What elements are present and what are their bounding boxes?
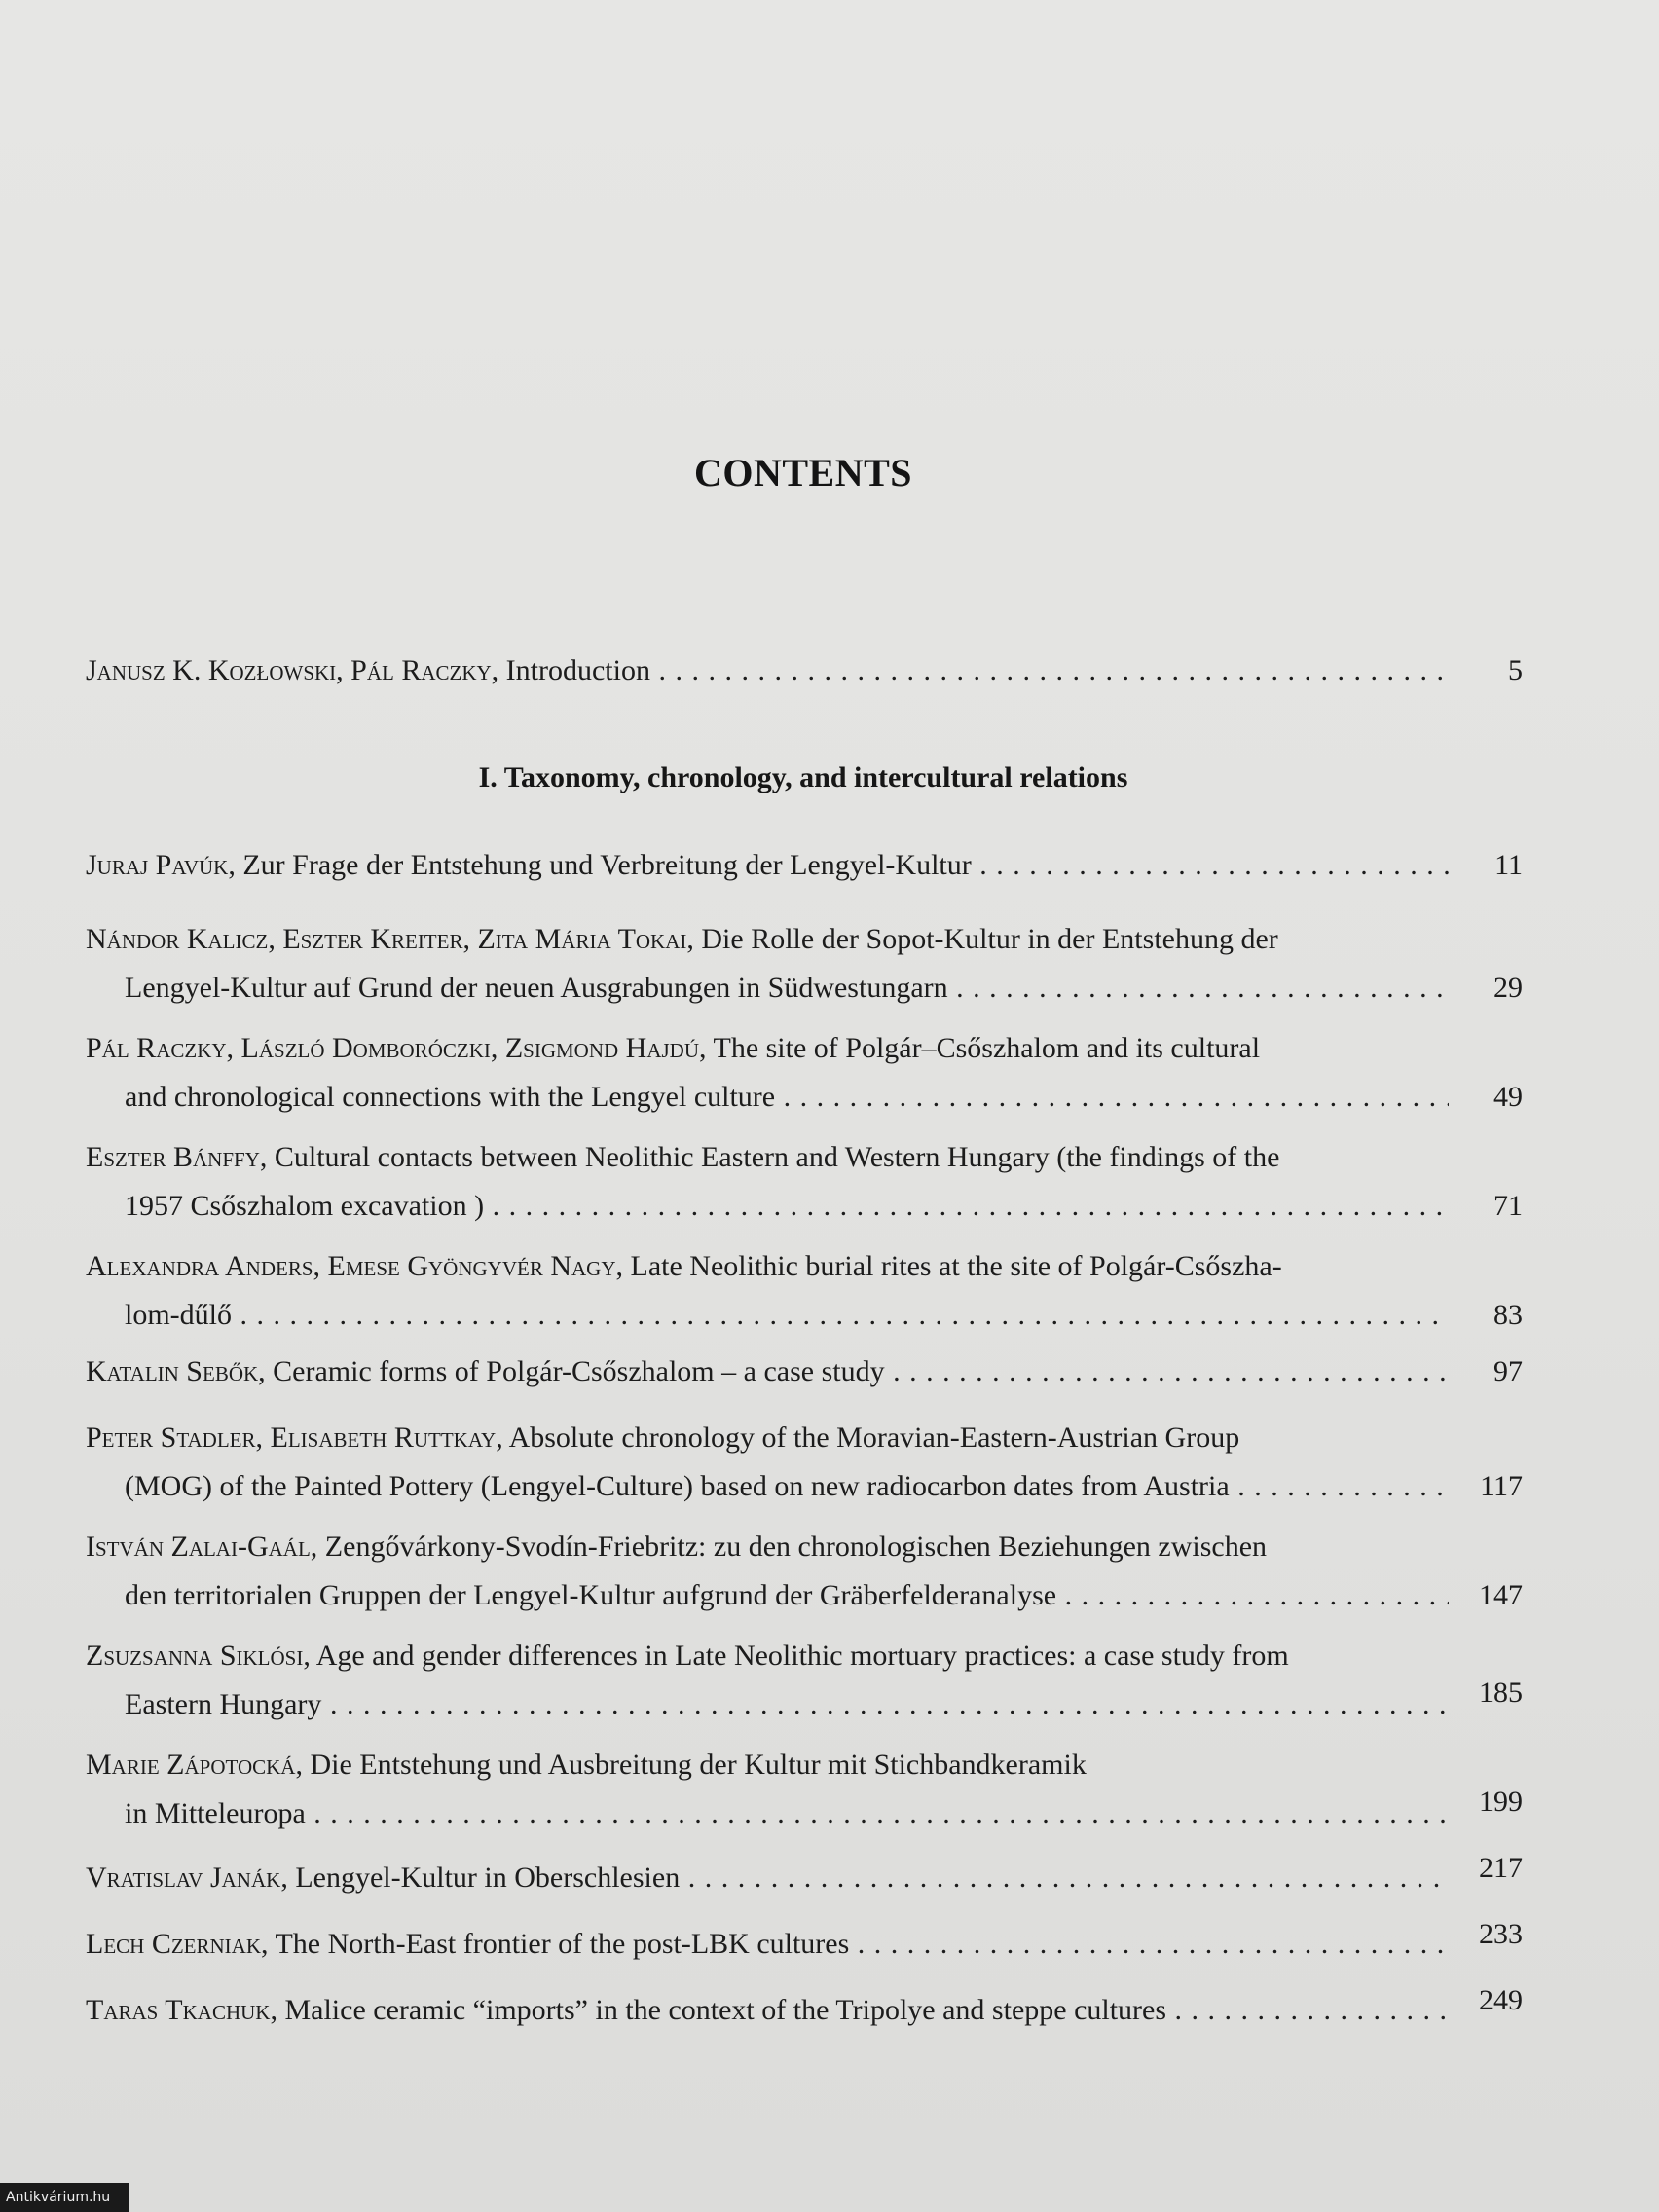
entry-authors: Nándor Kalicz, Eszter Kreiter, Zita Mária Tokai (86, 923, 687, 955)
toc-entry (86, 1854, 1449, 1902)
entry-page-number: 97 (1493, 1355, 1523, 1387)
entry-authors: Zsuzsanna Siklósi (86, 1640, 304, 1672)
toc-entry (86, 1523, 1449, 1620)
entry-title-continued: Eastern Hungary . . . (86, 1680, 1449, 1729)
entry-page-number: 11 (1494, 849, 1523, 881)
toc-entry (86, 841, 1449, 890)
entry-page-number: 49 (1493, 1081, 1523, 1113)
section-heading: I. Taxonomy, chronology, and intercultural relations (478, 761, 1128, 793)
entry-page-number: 199 (1479, 1786, 1523, 1818)
entry-authors: Taras Tkachuk (86, 1994, 271, 2026)
entry-authors: István Zalai-Gaál (86, 1530, 311, 1563)
entry-authors: Peter Stadler, Elisabeth Ruttkay (86, 1421, 497, 1454)
entry-page-number: 233 (1479, 1918, 1523, 1950)
entry-authors: Lech Czerniak (86, 1928, 261, 1960)
entry-title-continued: in Mitteleuropa . . . (86, 1789, 1449, 1838)
entry-authors: Alexandra Anders, Emese Gyöngyvér Nagy (86, 1250, 616, 1282)
toc-entry-introduction (86, 646, 1449, 695)
toc-entry (86, 1986, 1449, 2035)
entry-authors: Janusz K. Kozłowski, Pál Raczky (86, 654, 492, 686)
entry-title-continued: lom-dűlő . . . (86, 1291, 1449, 1340)
entry-authors: Vratislav Janák (86, 1862, 281, 1894)
entry-page-number: 147 (1479, 1579, 1523, 1611)
entry-title: , Zengővárkony-Svodín-Friebritz: zu den chronologischen Beziehungen zwischen (310, 1530, 1268, 1563)
entry-title: , Malice ceramic “imports” in the context of the Tripolye and steppe cultures (270, 1994, 1167, 2026)
entry-authors: Katalin Sebők (86, 1355, 259, 1387)
entry-title: , Cultural contacts between Neolithic Eastern and Western Hungary (the findings of the (259, 1141, 1280, 1173)
entry-page-number: 217 (1479, 1852, 1523, 1884)
entry-page-number: 185 (1479, 1677, 1523, 1709)
entry-title: , Zur Frage der Entstehung und Verbreitung der Lengyel-Kultur (228, 849, 972, 881)
entry-authors: Eszter Bánffy (86, 1141, 260, 1173)
entry-authors: Marie Zápotocká (86, 1749, 296, 1781)
entry-title: , Introduction (491, 654, 650, 686)
toc-entry (86, 1632, 1449, 1729)
entry-title: , The North-East frontier of the post-LBK cultures (261, 1928, 850, 1960)
entry-title: , Age and gender differences in Late Neolithic mortuary practices: a case study from (303, 1640, 1289, 1672)
entry-title-continued: and chronological connections with the Lengyel culture . . . (86, 1073, 1449, 1122)
entry-title: , Die Entstehung und Ausbreitung der Kultur mit Stichbandkeramik (295, 1749, 1087, 1781)
entry-page-number: 117 (1480, 1470, 1523, 1502)
entry-title: , Die Rolle der Sopot-Kultur in der Entstehung der (686, 923, 1278, 955)
entry-authors: Pál Raczky, László Domboróczki, Zsigmond Hajdú (86, 1032, 700, 1064)
entry-page-number: 71 (1493, 1190, 1523, 1222)
entry-title: , Ceramic forms of Polgár-Csőszhalom – a case study (258, 1355, 885, 1387)
toc-entry (86, 915, 1449, 1013)
entry-title-continued: (MOG) of the Painted Pottery (Lengyel-Culture) based on new radiocarbon dates from Austria . . . (86, 1462, 1449, 1511)
entry-title: , The site of Polgár–Csőszhalom and its cultural (699, 1032, 1261, 1064)
toc-entry (86, 1920, 1449, 1969)
watermark-label: Antikvárium.hu (0, 2183, 129, 2212)
toc-entry (86, 1242, 1449, 1340)
entry-title-continued: Lengyel-Kultur auf Grund der neuen Ausgrabungen in Südwestungarn . . . (86, 964, 1449, 1013)
entry-page-number: 249 (1479, 1984, 1523, 2016)
entry-title: , Late Neolithic burial rites at the site of Polgár-Csőszha- (615, 1250, 1282, 1282)
entry-authors: Juraj Pavúk (86, 849, 229, 881)
entry-title: , Lengyel-Kultur in Oberschlesien (280, 1862, 681, 1894)
toc-entry (86, 1347, 1449, 1396)
toc-entry (86, 1741, 1449, 1838)
entry-title-continued: den territorialen Gruppen der Lengyel-Kultur aufgrund der Gräberfelderanalyse . . . (86, 1571, 1449, 1620)
toc-entry (86, 1133, 1449, 1231)
entry-page-number: 5 (1508, 654, 1523, 686)
entry-page-number: 83 (1493, 1299, 1523, 1331)
entry-page-number: 29 (1493, 972, 1523, 1004)
toc-entry (86, 1414, 1449, 1511)
entry-title-continued: 1957 Csőszhalom excavation ) . . . (86, 1182, 1449, 1231)
page-title: CONTENTS (693, 451, 913, 495)
toc-entry (86, 1024, 1449, 1122)
entry-title: , Absolute chronology of the Moravian-Eastern-Austrian Group (496, 1421, 1240, 1454)
